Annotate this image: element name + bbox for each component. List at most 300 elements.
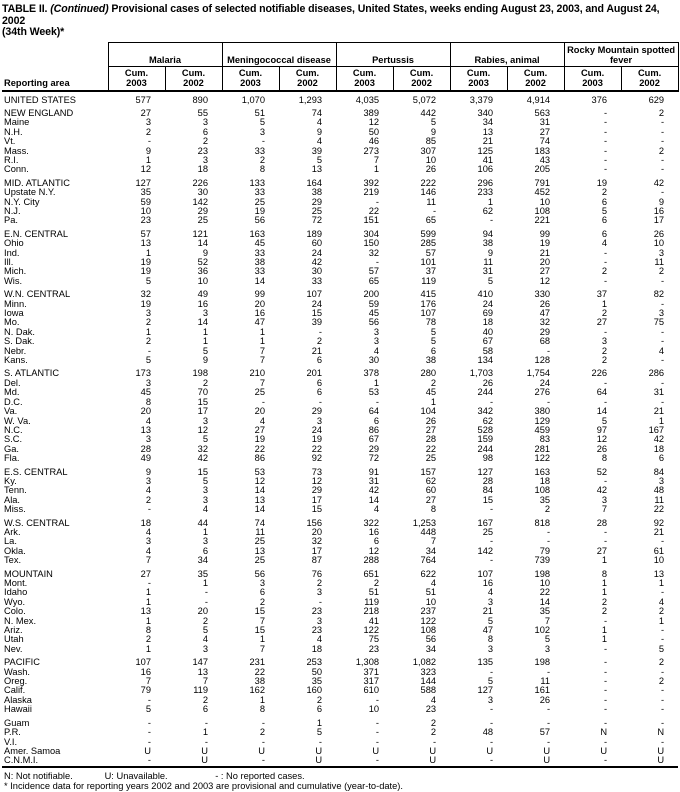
cell: 304 <box>363 228 380 239</box>
cell: - <box>660 336 665 347</box>
cell: 22 <box>653 504 665 515</box>
cell: 47 <box>482 625 494 636</box>
cell: U <box>315 745 323 756</box>
cell: 10 <box>368 704 380 715</box>
cell: U <box>543 755 551 766</box>
row-label: Maine <box>4 117 30 128</box>
cell: 99 <box>254 289 266 300</box>
cell: - <box>261 717 266 728</box>
cell: 2 <box>259 154 266 165</box>
cell: 57 <box>425 247 437 258</box>
cell: N <box>657 727 665 738</box>
cell: 21 <box>482 606 494 617</box>
cell: 62 <box>482 205 494 216</box>
cell: 1 <box>202 336 209 347</box>
cell: - <box>489 717 494 728</box>
row-label: Miss. <box>4 504 26 515</box>
cell: - <box>603 377 608 388</box>
cell: 20 <box>311 526 323 537</box>
cell: 75 <box>653 317 665 328</box>
cell: 1 <box>145 587 151 598</box>
cell: 24 <box>311 247 323 258</box>
cell: - <box>660 694 665 705</box>
cell: 13 <box>197 666 209 677</box>
table-row <box>2 207 678 216</box>
cell: 7 <box>259 615 266 626</box>
cell: - <box>660 187 665 198</box>
cell: 3,379 <box>469 94 494 105</box>
cell: 18 <box>539 475 551 486</box>
table-row <box>2 188 678 197</box>
cell: 27 <box>425 424 437 435</box>
cell: 7 <box>259 643 266 654</box>
cell: - <box>261 755 266 766</box>
cell: 29 <box>197 205 209 216</box>
cell: 13 <box>140 606 151 617</box>
cell: 17 <box>311 545 323 556</box>
cell: 142 <box>477 545 494 556</box>
cell: 48 <box>653 485 665 496</box>
cell: - <box>660 136 665 147</box>
table-row <box>2 454 678 463</box>
table-section <box>2 464 678 515</box>
row-label: Minn. <box>4 298 27 309</box>
cell: 2 <box>202 136 209 147</box>
cell: 1 <box>601 578 608 588</box>
cell: 167 <box>648 424 665 435</box>
cell: 3 <box>316 415 323 426</box>
cell: 244 <box>477 387 494 398</box>
footnotes <box>2 771 678 792</box>
cell: 24 <box>311 424 323 435</box>
row-label: Kans. <box>4 355 28 366</box>
cell: - <box>603 247 608 258</box>
cell: 150 <box>363 238 380 249</box>
cell: 2 <box>145 317 151 328</box>
cell: 4 <box>316 117 323 128</box>
table-row <box>2 528 678 537</box>
cell: - <box>603 666 608 677</box>
column-group-malaria: Malaria <box>108 42 222 66</box>
cell: 6 <box>316 704 323 715</box>
cell: 27 <box>539 126 551 137</box>
cell: 3 <box>145 434 151 445</box>
cell: 59 <box>368 298 380 309</box>
cell: 38 <box>254 676 266 687</box>
cell: 1 <box>145 596 151 607</box>
cell: 35 <box>140 187 151 198</box>
table-row <box>2 464 678 477</box>
cell: - <box>660 326 665 337</box>
cell: - <box>489 755 494 766</box>
cell: 221 <box>534 215 551 226</box>
subcolumn-header-2002: Cum. 2002 <box>165 66 222 91</box>
cell: 26 <box>482 377 494 388</box>
cell: 163 <box>249 228 266 239</box>
table-row <box>2 445 678 454</box>
cell: - <box>375 727 380 738</box>
table-row <box>2 128 678 137</box>
table-row <box>2 668 678 677</box>
cell: 29 <box>311 406 323 417</box>
cell: 2 <box>202 615 209 626</box>
cell: 42 <box>596 485 608 496</box>
cell: 32 <box>311 536 323 547</box>
cell: 2 <box>259 727 266 738</box>
row-label: N. Dak. <box>4 326 35 337</box>
table-section <box>2 365 678 463</box>
cell: - <box>603 717 608 728</box>
cell: 1 <box>259 634 266 645</box>
cell: 285 <box>420 238 437 249</box>
cell: 23 <box>140 215 151 226</box>
cell: - <box>660 275 665 286</box>
subcolumn-header-2003: Cum. 2003 <box>450 66 507 91</box>
cell: 68 <box>539 336 551 347</box>
cell: - <box>603 755 608 766</box>
cell: 20 <box>254 406 266 417</box>
cell: 25 <box>425 453 437 464</box>
cell: 29 <box>311 196 323 207</box>
cell: - <box>660 587 665 598</box>
cell: 3 <box>145 308 151 319</box>
row-label: Alaska <box>4 694 32 705</box>
cell: 122 <box>420 615 437 626</box>
cell: 6 <box>316 387 323 398</box>
cell: 7 <box>259 377 266 388</box>
cell: 41 <box>482 154 494 165</box>
row-label: UNITED STATES <box>4 94 76 105</box>
cell: 75 <box>368 634 380 645</box>
row-label: Guam <box>4 717 30 728</box>
cell: 376 <box>591 94 608 105</box>
cell: - <box>660 396 665 407</box>
cell: 18 <box>482 317 494 328</box>
cell: 2 <box>601 308 608 319</box>
cell: 72 <box>368 453 380 464</box>
cell: - <box>489 536 494 547</box>
cell: 14 <box>596 406 608 417</box>
cell: 21 <box>653 526 665 537</box>
cell: - <box>147 727 151 738</box>
cell: 28 <box>482 475 494 486</box>
cell: - <box>660 704 665 715</box>
cell: 6 <box>601 215 608 226</box>
cell: 21 <box>311 345 323 356</box>
cell: 1,293 <box>298 94 323 105</box>
cell: 296 <box>477 177 494 188</box>
cell: 5 <box>259 117 266 128</box>
table-row <box>2 91 678 105</box>
row-label: Wyo. <box>4 596 26 607</box>
cell: 8 <box>430 504 437 515</box>
cell: 9 <box>316 126 323 137</box>
table-row <box>2 347 678 356</box>
cell: 87 <box>311 555 323 566</box>
cell: 739 <box>534 555 551 566</box>
cell: 226 <box>192 177 209 188</box>
cell: 1 <box>658 415 665 426</box>
cell: 15 <box>311 504 323 515</box>
row-label: Okla. <box>4 545 26 556</box>
cell: 26 <box>596 443 608 454</box>
cell: 13 <box>140 424 151 435</box>
cell: 15 <box>254 606 266 617</box>
table-section <box>2 105 678 175</box>
cell: - <box>489 504 494 515</box>
table-week-label: (34th Week)* <box>2 26 65 38</box>
cell: 22 <box>368 205 380 216</box>
cell: 599 <box>420 228 437 239</box>
cell: 36 <box>197 266 209 277</box>
cell: 5 <box>487 676 494 687</box>
cell: 92 <box>653 517 665 528</box>
cell: 56 <box>254 215 266 226</box>
cell: 85 <box>425 136 437 147</box>
row-label: E.S. CENTRAL <box>4 466 68 477</box>
cell: 26 <box>425 415 437 426</box>
cell: 12 <box>254 475 266 486</box>
cell: - <box>432 205 437 216</box>
cell: - <box>603 676 608 687</box>
cell: 37 <box>596 289 608 300</box>
cell: 4 <box>145 415 151 426</box>
row-label: Md. <box>4 387 20 398</box>
cell: 84 <box>653 466 665 477</box>
cell: 10 <box>425 154 437 165</box>
row-label: NEW ENGLAND <box>4 107 74 118</box>
cell: 17 <box>197 406 209 417</box>
cell: 13 <box>140 238 151 249</box>
cell: 104 <box>420 406 437 417</box>
cell: 2 <box>202 694 209 705</box>
cell: 58 <box>482 345 494 356</box>
cell: 8 <box>259 164 266 175</box>
table-row <box>2 598 678 607</box>
cell: 2 <box>145 336 151 347</box>
cell: 160 <box>306 685 323 696</box>
cell: 5 <box>202 345 209 356</box>
cell: 651 <box>363 568 380 579</box>
cell: 3 <box>202 308 209 319</box>
cell: 94 <box>482 228 494 239</box>
cell: 38 <box>254 257 266 267</box>
cell: 10 <box>197 275 209 286</box>
cell: - <box>660 634 665 645</box>
table-section <box>2 91 678 105</box>
cell: 10 <box>539 578 551 588</box>
cell: 91 <box>368 466 380 477</box>
row-label: Wash. <box>4 666 31 677</box>
row-label: Conn. <box>4 164 29 175</box>
cell: 1 <box>601 298 608 309</box>
cell: 1 <box>202 326 209 337</box>
cell: - <box>546 736 551 747</box>
cell: 9 <box>202 247 209 258</box>
cell: 17 <box>653 215 665 226</box>
cell: - <box>489 555 494 566</box>
cell: 2 <box>430 727 437 738</box>
table-continued-label: (Continued) <box>50 3 109 15</box>
cell: - <box>546 717 551 728</box>
cell: 4 <box>145 526 151 537</box>
cell: 317 <box>363 676 380 687</box>
row-label: Mo. <box>4 317 20 328</box>
cell: 16 <box>197 298 209 309</box>
cell: 13 <box>311 164 323 175</box>
cell: 16 <box>653 205 665 216</box>
cell: 27 <box>539 266 551 277</box>
cell: 164 <box>306 177 323 188</box>
cell: 38 <box>425 355 437 366</box>
cell: 12 <box>596 434 608 445</box>
cell: 57 <box>368 266 380 277</box>
cell: 276 <box>534 387 551 398</box>
subcolumn-header-2003: Cum. 2003 <box>564 66 621 91</box>
cell: 588 <box>420 685 437 696</box>
table-row <box>2 556 678 565</box>
cell: 21 <box>539 247 551 258</box>
table-row <box>2 137 678 146</box>
cell: 42 <box>653 177 665 188</box>
cell: 2 <box>145 634 151 645</box>
row-label: Idaho <box>4 587 28 598</box>
cell: - <box>204 736 209 747</box>
table-row <box>2 356 678 365</box>
cell: 14 <box>197 317 209 328</box>
cell: 67 <box>368 434 380 445</box>
cell: 4 <box>658 345 665 356</box>
cell: 38 <box>311 187 323 198</box>
row-label: Ind. <box>4 247 20 258</box>
cell: 818 <box>534 517 551 528</box>
cell: U <box>258 745 266 756</box>
cell: 50 <box>368 126 380 137</box>
table-row <box>2 728 678 737</box>
cell: 6 <box>202 545 209 556</box>
footnote-incidence: * Incidence data for reporting years 2002 and 2003 are provisional and cumulative (year-to-date). <box>4 781 403 792</box>
cell: 5 <box>544 634 551 645</box>
cell: 19 <box>596 177 608 188</box>
cell: 28 <box>140 443 151 454</box>
cell: 27 <box>596 545 608 556</box>
cell: 25 <box>311 205 323 216</box>
cell: 281 <box>534 443 551 454</box>
cell: 1 <box>202 578 209 588</box>
table-row <box>2 118 678 127</box>
cell: 4 <box>316 634 323 645</box>
cell: 51 <box>425 587 437 598</box>
cell: 12 <box>197 424 209 435</box>
row-label: Colo. <box>4 606 26 617</box>
cell: - <box>660 355 665 366</box>
cell: 10 <box>653 238 665 249</box>
cell: 3 <box>487 596 494 607</box>
cell: 253 <box>306 657 323 668</box>
cell: 20 <box>254 298 266 309</box>
row-label: Del. <box>4 377 21 388</box>
cell: 19 <box>140 257 151 267</box>
cell: 286 <box>648 368 665 379</box>
cell: 18 <box>311 643 323 654</box>
cell: 6 <box>430 345 437 356</box>
cell: 201 <box>306 368 323 379</box>
cell: 9 <box>145 145 151 156</box>
cell: 3 <box>487 643 494 654</box>
table-row <box>2 537 678 546</box>
cell: 56 <box>368 317 380 328</box>
cell: - <box>603 615 608 626</box>
row-label: N.Y. City <box>4 196 40 207</box>
cell: 14 <box>539 596 551 607</box>
cell: 26 <box>539 694 551 705</box>
subcolumn-header-2002: Cum. 2002 <box>621 66 678 91</box>
cell: 22 <box>425 443 437 454</box>
row-label: W. Va. <box>4 415 31 426</box>
cell: - <box>660 117 665 128</box>
subcolumn-header-2002: Cum. 2002 <box>279 66 336 91</box>
cell: 273 <box>363 145 380 156</box>
table-row <box>2 617 678 626</box>
cell: - <box>603 126 608 137</box>
cell: - <box>318 736 323 747</box>
cell: 1 <box>658 615 665 626</box>
table-header <box>2 42 678 91</box>
cell: 5 <box>430 326 437 337</box>
cell: 380 <box>534 406 551 417</box>
cell: 1 <box>601 555 608 566</box>
cell: 4 <box>316 136 323 147</box>
row-label: Utah <box>4 634 24 645</box>
row-label: Ga. <box>4 443 19 454</box>
cell: 5 <box>601 205 608 216</box>
cell: 19 <box>140 298 151 309</box>
cell: 4 <box>658 596 665 607</box>
cell: 7 <box>373 154 380 165</box>
cell: 108 <box>534 485 551 496</box>
cell: - <box>660 625 665 636</box>
table-row <box>2 738 678 747</box>
cell: 12 <box>140 164 151 175</box>
cell: - <box>318 596 323 607</box>
cell: - <box>546 666 551 677</box>
cell: 1 <box>202 526 209 537</box>
table-row <box>2 165 678 174</box>
cell: - <box>375 196 380 207</box>
cell: 10 <box>653 555 665 566</box>
cell: - <box>603 536 608 547</box>
table-row <box>2 337 678 346</box>
cell: 3 <box>373 336 380 347</box>
cell: 49 <box>197 289 209 300</box>
cell: 6 <box>601 196 608 207</box>
cell: - <box>603 643 608 654</box>
cell: 1 <box>430 396 437 407</box>
cell: 3 <box>316 615 323 626</box>
cell: 34 <box>425 643 437 654</box>
cell: 38 <box>482 238 494 249</box>
notifiable-diseases-table <box>2 42 679 768</box>
table-row <box>2 435 678 444</box>
cell: 159 <box>477 434 494 445</box>
cell: 127 <box>135 177 151 188</box>
table-row <box>2 654 678 667</box>
cell: 448 <box>420 526 437 537</box>
cell: - <box>147 736 151 747</box>
cell: 5 <box>145 275 151 286</box>
cell: 1 <box>316 717 323 728</box>
cell: 2 <box>430 377 437 388</box>
